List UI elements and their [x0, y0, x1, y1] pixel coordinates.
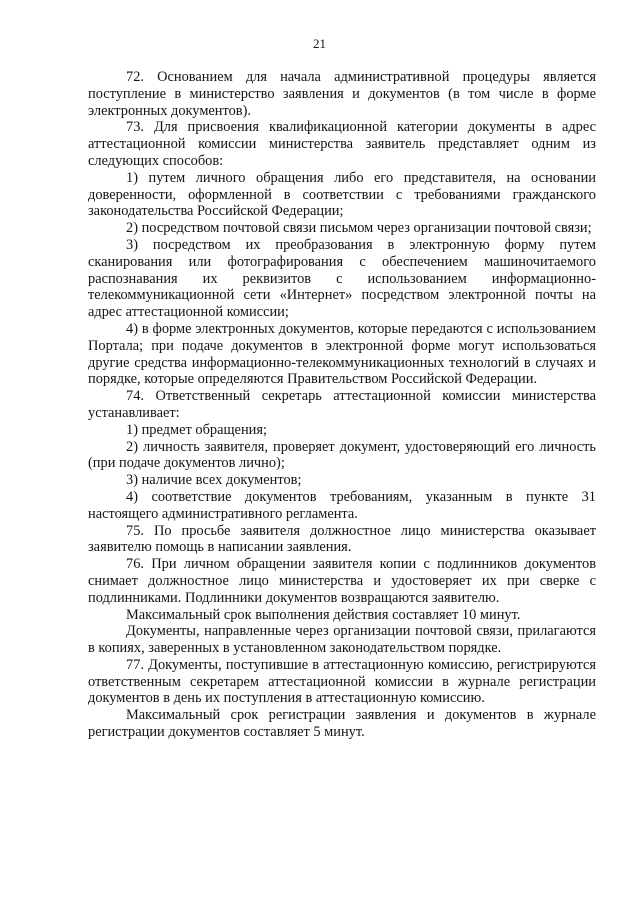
paragraph-73: 73. Для присвоения квалификационной категории документы в адрес аттестационной комиссии министерства заявитель представляет одним из следующих способов:	[88, 119, 596, 169]
paragraph-74: 74. Ответственный секретарь аттестационной комиссии министерства устанавливает:	[88, 388, 596, 421]
paragraph-76: 76. При личном обращении заявителя копии с подлинников документов снимает должностное лицо министерства и удостоверяет их при сверке с подлинниками. Подлинники документов возвращаются заявителю.	[88, 556, 596, 606]
page-number: 21	[313, 36, 326, 51]
paragraph-77: 77. Документы, поступившие в аттестационную комиссию, регистрируются ответственным секретарем аттестационной комиссии в журнале регистрации документов в день их поступления в аттестационную комиссию.	[88, 656, 596, 707]
list-item-73-1: 1) путем личного обращения либо его представителя, на основании доверенности, оформленной в соответствии с требованиями гражданского законодательства Российской Федерации;	[88, 169, 596, 220]
list-item-73-3: 3) посредством их преобразования в электронную форму путем сканирования или фотографирования с обеспечением машиночитаемого распознавания их реквизитов с использованием информационно-телекоммуникационной сети «Интернет» посредством электронной почты на адрес аттестационной комиссии;	[88, 236, 596, 321]
list-item-73-4: 4) в форме электронных документов, которые передаются с использованием Портала; при подаче документов в электронной форме могут использоваться другие средства информационно-телекоммуникационных технологий в случаях и порядке, которые определяются Правительством Российской Федерации.	[88, 320, 596, 388]
document-body	[88, 69, 596, 741]
list-item-74-3: 3) наличие всех документов;	[126, 472, 302, 489]
list-item-74-2: 2) личность заявителя, проверяет документ, удостоверяющий его личность (при подаче документов лично);	[88, 438, 596, 472]
paragraph-76-postal-copies: Документы, направленные через организации почтовой связи, прилагаются в копиях, заверенных в установленном законодательством порядке.	[88, 623, 596, 657]
paragraph-75: 75. По просьбе заявителя должностное лицо министерства оказывает заявителю помощь в написании заявления.	[88, 522, 596, 556]
list-item-74-1: 1) предмет обращения;	[126, 421, 267, 438]
list-item-73-2: 2) посредством почтовой связи письмом через организации почтовой связи;	[126, 220, 592, 237]
paragraph-72: 72. Основанием для начала административной процедуры является поступление в министерство заявления и документов (в том числе в форме электронных документов).	[88, 69, 596, 119]
paragraph-76-time-limit: Максимальный срок выполнения действия составляет 10 минут.	[126, 606, 521, 623]
paragraph-77-time-limit: Максимальный срок регистрации заявления и документов в журнале регистрации документов составляет 5 минут.	[88, 707, 596, 741]
list-item-74-4: 4) соответствие документов требованиям, указанным в пункте 31 настоящего административного регламента.	[88, 488, 596, 522]
